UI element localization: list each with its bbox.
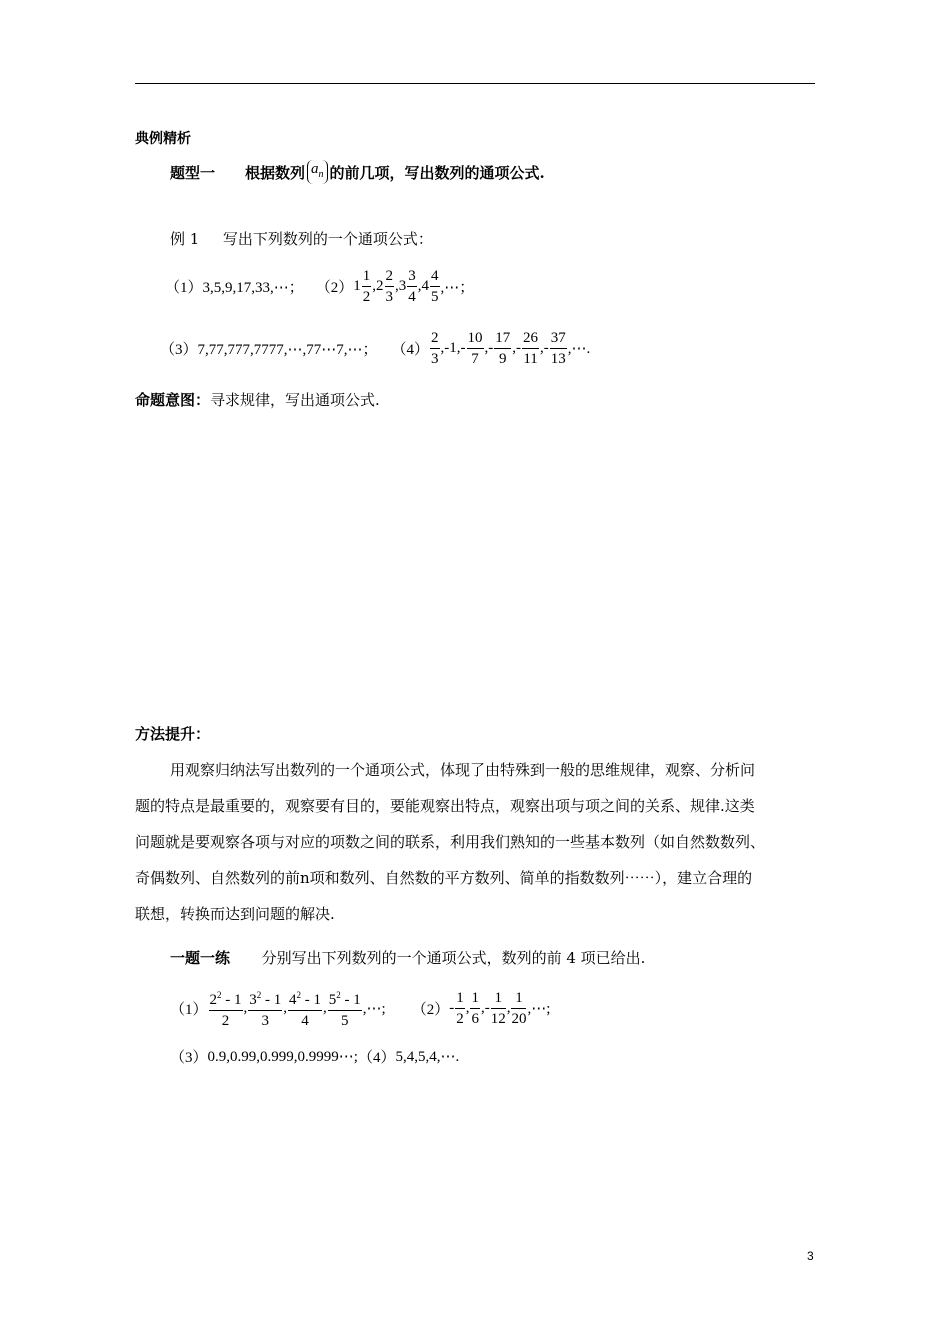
numerator <box>328 985 362 1011</box>
fraction <box>467 328 484 369</box>
numerator: 10 <box>467 328 484 349</box>
denominator: 5 <box>341 1013 349 1029</box>
section-title: 典例精析 <box>135 131 191 147</box>
numerator-expression <box>249 992 281 1008</box>
method-line: 用观察归纳法写出数列的一个通项公式，体现了由特殊到一般的思维规律，观察、分析问 <box>170 761 756 779</box>
subtract: - 1 <box>261 992 282 1008</box>
numerator: 1 <box>470 988 480 1009</box>
subtract: - 1 <box>221 992 242 1008</box>
whole-part: 1 <box>353 277 361 294</box>
denominator: 3 <box>385 288 394 305</box>
item2-tail: ,⋯； <box>440 279 475 296</box>
denominator: 2 <box>362 288 371 305</box>
minus-sign: - <box>488 339 494 356</box>
denominator: 20 <box>511 1010 527 1027</box>
fraction <box>362 266 372 307</box>
comma: , <box>456 339 461 356</box>
item4-label: （4） <box>391 341 430 358</box>
fraction <box>511 988 526 1029</box>
sequence-subscript: n <box>318 169 324 180</box>
numerator: 1 <box>491 988 506 1009</box>
numerator-expression <box>289 992 321 1008</box>
practice-item3-label: （3） <box>170 1050 208 1066</box>
fraction <box>491 988 506 1029</box>
comma: , <box>512 339 517 356</box>
practice-item2-tail: ,⋯; <box>527 1000 551 1017</box>
method-line: 题的特点是最重要的，观察要有目的，要能观察出特点，观察出项与项之间的关系、规律.这类 <box>135 797 755 815</box>
base: 4 <box>289 992 297 1008</box>
base: 5 <box>328 992 337 1008</box>
numerator: 1 <box>511 988 526 1009</box>
practice-item1-sequence <box>208 985 363 1031</box>
sequence-symbol <box>307 160 328 184</box>
minus-sign: - <box>543 339 549 356</box>
intent-label: 命题意图： <box>135 391 211 409</box>
numerator: 26 <box>522 328 539 349</box>
intent-text: 寻求规律，写出通项公式. <box>210 391 380 409</box>
sequence-letter: a <box>311 161 319 177</box>
type1-label: 题型一 <box>170 163 216 182</box>
method-paragraph <box>135 752 825 932</box>
item4-sequence <box>429 328 568 369</box>
item3-label: （3） <box>160 341 198 358</box>
example1-row1 <box>165 265 474 307</box>
denominator: 3 <box>261 1013 270 1029</box>
minus-sign: - <box>516 339 522 356</box>
denominator: 7 <box>471 350 479 367</box>
intent-line <box>135 389 380 410</box>
practice-row2 <box>170 1046 459 1067</box>
practice-label: 一题一练 <box>170 949 231 967</box>
type1-text-before: 根据数列 <box>245 163 306 182</box>
numerator: 1 <box>362 266 372 287</box>
whole-part: 4 <box>421 277 430 294</box>
page-number: 3 <box>807 1249 814 1263</box>
practice-item4-sequence: 5,4,5,4,⋯. <box>395 1049 460 1065</box>
numerator: 3 <box>407 266 417 287</box>
fraction <box>328 985 362 1031</box>
minus-sign: - <box>444 339 450 356</box>
practice-item2-sequence <box>449 988 527 1029</box>
header-rule <box>135 83 815 84</box>
denominator: 4 <box>301 1013 309 1029</box>
fraction <box>430 266 440 307</box>
item1-sequence: 3,5,9,17,33,⋯； <box>202 279 304 296</box>
fraction <box>550 328 567 369</box>
practice-item4-label: （4） <box>357 1050 396 1066</box>
numerator: 1 <box>455 988 465 1009</box>
practice-item1-tail: ,⋯; <box>362 1000 386 1017</box>
comma: , <box>506 999 511 1016</box>
type1-heading <box>170 160 545 184</box>
practice-item3-sequence: 0.9,0.99,0.999,0.9999⋯; <box>207 1049 358 1065</box>
exponent: 2 <box>256 990 262 1000</box>
comma: , <box>480 999 485 1016</box>
denominator: 13 <box>550 350 566 367</box>
practice-item1-label: （1） <box>170 1001 208 1018</box>
term: 1 <box>449 339 457 356</box>
subtract: - 1 <box>340 992 361 1008</box>
denominator: 6 <box>471 1010 479 1027</box>
numerator <box>248 985 282 1011</box>
example1-row2 <box>160 326 590 370</box>
numerator-expression <box>329 992 361 1008</box>
comma: , <box>323 999 327 1016</box>
comma: , <box>417 277 422 294</box>
fraction <box>455 988 465 1029</box>
minus-sign: - <box>449 999 455 1016</box>
numerator <box>288 985 322 1011</box>
comma: , <box>465 999 470 1016</box>
numerator-expression <box>210 992 242 1008</box>
fraction <box>288 985 322 1031</box>
denominator: 4 <box>408 288 416 305</box>
denominator: 9 <box>499 350 507 367</box>
practice-row1 <box>170 985 550 1031</box>
method-line: 联想，转换而达到问题的解决. <box>135 905 335 923</box>
comma: , <box>440 339 445 356</box>
base: 2 <box>209 992 218 1008</box>
denominator: 11 <box>523 350 538 367</box>
example1-label: 例 1 <box>170 230 200 248</box>
fraction <box>522 328 539 369</box>
comma: , <box>283 999 288 1016</box>
method-heading: 方法提升： <box>135 725 211 743</box>
fraction <box>385 266 395 307</box>
comma: , <box>243 999 248 1016</box>
item3-sequence: 7,77,777,7777,⋯,77⋯7,⋯； <box>197 341 378 358</box>
denominator: 2 <box>221 1013 230 1029</box>
example1-prompt <box>170 228 433 249</box>
item1-label: （1） <box>165 279 203 296</box>
fraction <box>248 985 282 1031</box>
numerator: 2 <box>385 266 395 287</box>
method-line: 问题就是要观察各项与对应的项数之间的联系，利用我们熟知的一些基本数列（如自然数数列、 <box>135 833 766 851</box>
item2-sequence <box>353 266 440 307</box>
item2-label: （2） <box>315 279 354 296</box>
whole-part: 2 <box>376 277 384 294</box>
example1-prompt-text: 写出下列数列的一个通项公式： <box>222 230 433 248</box>
numerator: 17 <box>494 328 511 349</box>
exponent: 2 <box>296 990 302 1000</box>
numerator: 2 <box>430 328 440 349</box>
fraction <box>209 985 243 1031</box>
denominator: 12 <box>490 1010 506 1027</box>
exponent: 2 <box>336 990 341 1000</box>
numerator <box>209 985 243 1011</box>
denominator: 2 <box>456 1010 464 1027</box>
item4-tail: ,⋯. <box>567 340 591 357</box>
method-line: 奇偶数列、自然数列的前n项和数列、自然数的平方数列、简单的指数数列⋯⋯），建立合理的 <box>135 869 753 887</box>
comma: , <box>372 277 377 294</box>
practice-prompt-text: 分别写出下列数列的一个通项公式，数列的前 4 项已给出. <box>261 949 646 967</box>
whole-part: 3 <box>398 277 407 294</box>
numerator: 4 <box>430 266 440 287</box>
fraction <box>407 266 417 307</box>
exponent: 2 <box>217 990 222 1000</box>
subtract: - 1 <box>301 992 322 1008</box>
comma: , <box>484 339 489 356</box>
fraction <box>470 988 480 1029</box>
type1-text-after: 的前几项，写出数列的通项公式. <box>329 163 545 182</box>
practice-item2-label: （2） <box>411 1001 450 1018</box>
numerator: 37 <box>550 328 567 349</box>
denominator: 3 <box>431 350 439 367</box>
comma: , <box>540 339 544 356</box>
practice-prompt <box>170 947 645 968</box>
minus-sign: - <box>484 999 490 1016</box>
denominator: 5 <box>431 288 439 305</box>
base: 3 <box>249 992 257 1008</box>
minus-sign: - <box>460 339 466 356</box>
fraction <box>494 328 511 369</box>
comma: , <box>395 277 399 294</box>
fraction <box>430 328 440 369</box>
